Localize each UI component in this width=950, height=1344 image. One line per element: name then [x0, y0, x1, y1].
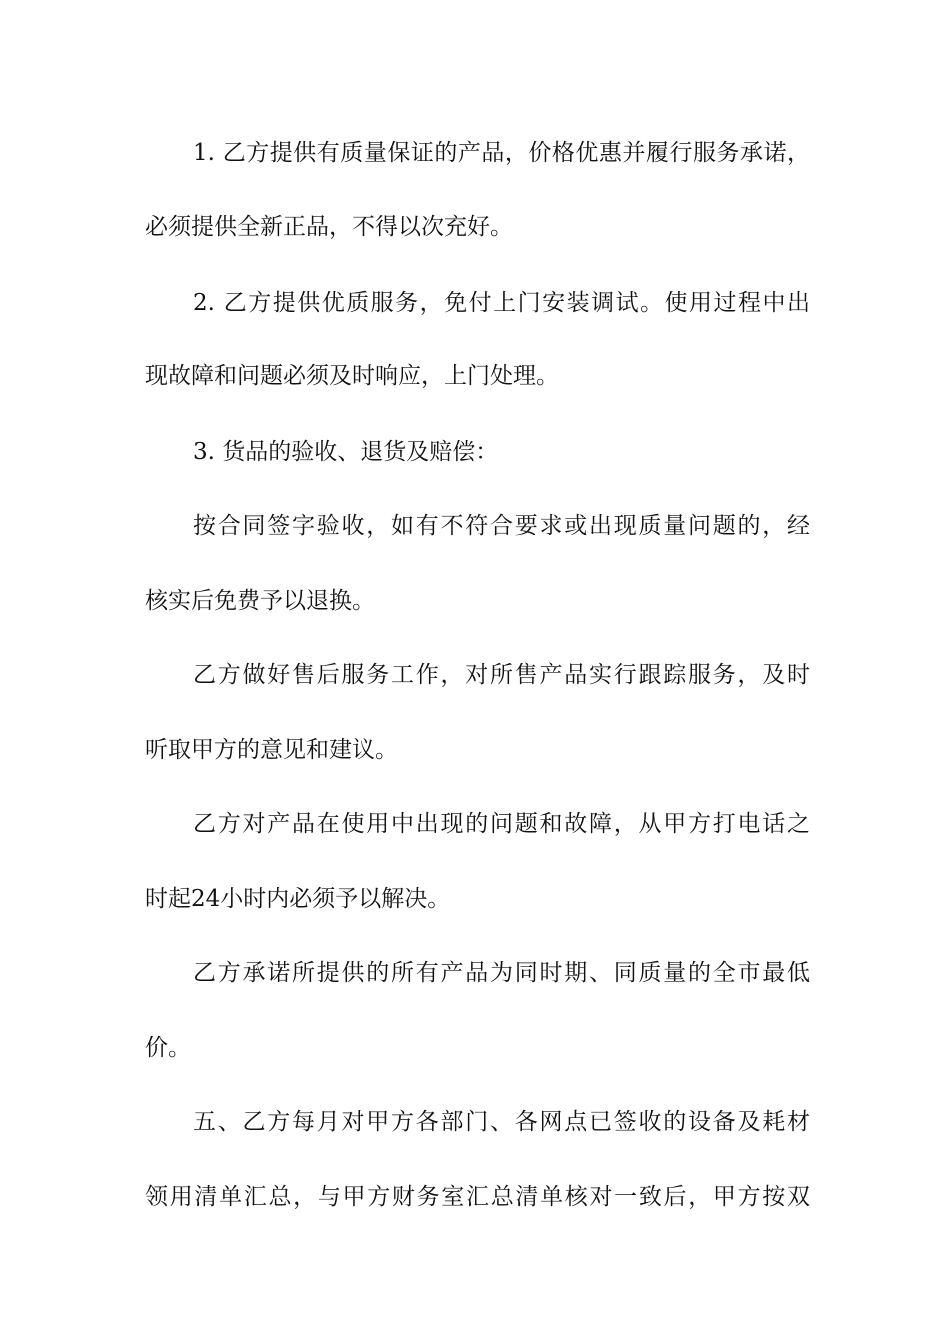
paragraph-7-line-2: 价。 [145, 1035, 191, 1061]
paragraph-6-line-2: 时起24小时内必须予以解决。 [145, 886, 451, 912]
paragraph-1-line-2: 必须提供全新正品，不得以次充好。 [145, 214, 513, 240]
paragraph-8-line-2: 领用清单汇总，与甲方财务室汇总清单核对一致后，甲方按双 [145, 1184, 810, 1210]
paragraph-5-line-2: 听取甲方的意见和建议。 [145, 737, 398, 763]
paragraph-4-line-2: 核实后免费予以退换。 [145, 588, 375, 614]
paragraph-4-line-1: 按合同签字验收，如有不符合要求或出现质量问题的，经 [193, 513, 810, 539]
paragraph-7-line-1: 乙方承诺所提供的所有产品为同时期、同质量的全市最低 [193, 960, 810, 986]
paragraph-8-line-1: 五、乙方每月对甲方各部门、各网点已签收的设备及耗材 [193, 1109, 810, 1135]
paragraph-3-heading: 3. 货品的验收、退货及赔偿： [193, 439, 499, 465]
paragraph-1-line-1: 1. 乙方提供有质量保证的产品，价格优惠并履行服务承诺， [193, 140, 810, 166]
paragraph-5-line-1: 乙方做好售后服务工作，对所售产品实行跟踪服务，及时 [193, 662, 810, 688]
paragraph-2-line-1: 2. 乙方提供优质服务，免付上门安装调试。使用过程中出 [193, 290, 810, 316]
paragraph-2-line-2: 现故障和问题必须及时响应，上门处理。 [145, 363, 559, 389]
paragraph-6-line-1: 乙方对产品在使用中出现的问题和故障，从甲方打电话之 [193, 811, 810, 837]
